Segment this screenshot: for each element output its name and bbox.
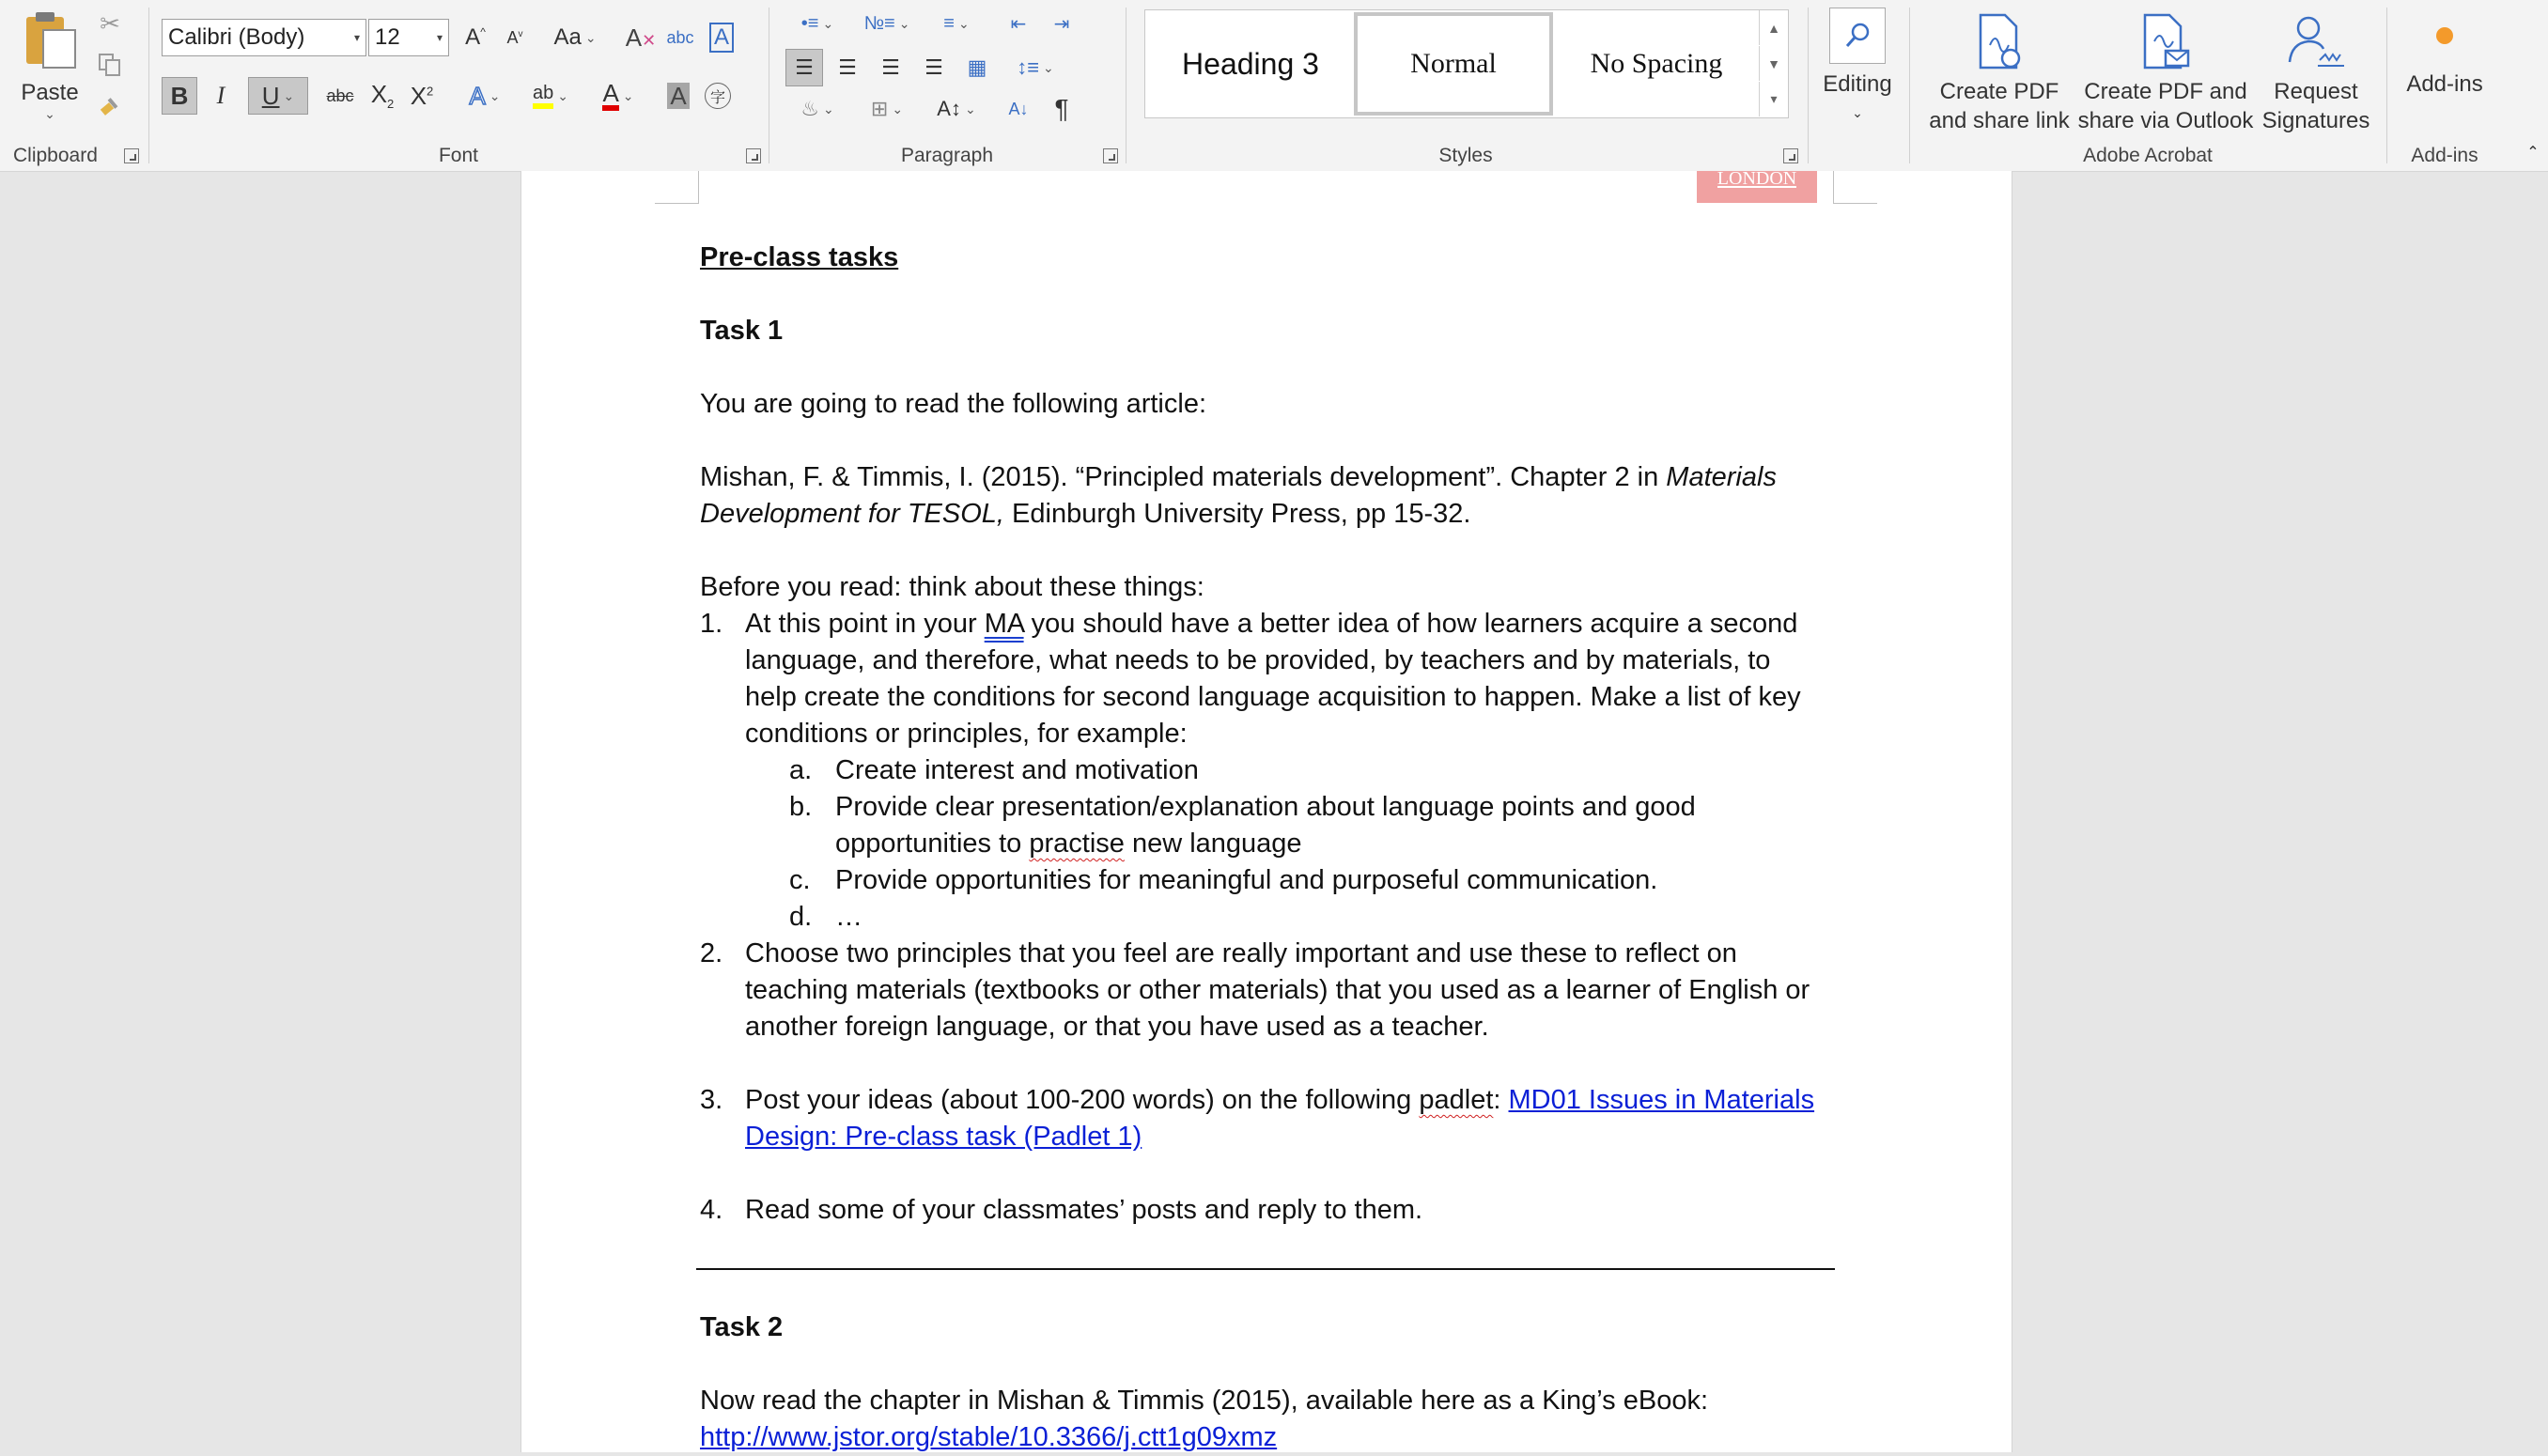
justify-icon: ☰	[924, 55, 943, 79]
shrink-font-icon: $A^v$	[506, 27, 523, 47]
chevron-down-icon: ⌄	[823, 101, 834, 116]
citation-book-title: Materials	[1666, 462, 1777, 492]
item1-number: 1.	[700, 609, 723, 639]
dropdown-arrow-icon: ▾	[353, 31, 360, 44]
multilevel-list-icon: ≡	[943, 12, 955, 34]
chevron-down-icon: ⌄	[1043, 59, 1054, 75]
copy-icon	[98, 53, 122, 77]
padlet-link[interactable]: MD01 Issues in Materials	[1508, 1085, 1815, 1115]
chevron-down-icon: ⌄	[1852, 105, 1863, 120]
font-color-button[interactable]	[590, 77, 646, 115]
strikethrough-icon: abc	[326, 85, 354, 105]
chevron-down-icon: ⌄	[957, 15, 970, 31]
align-right-button[interactable]	[872, 49, 909, 86]
bold-button[interactable]	[162, 77, 197, 115]
paste-label: Paste	[21, 80, 79, 105]
add-ins-button-label: Add-ins	[2406, 71, 2483, 97]
align-center-button[interactable]	[829, 49, 866, 86]
separator	[2386, 8, 2387, 163]
chevron-down-icon: ⌄	[622, 87, 634, 103]
citation-line2	[700, 496, 1470, 533]
sub-d-letter: d.	[789, 902, 813, 932]
bold-icon: B	[170, 81, 189, 110]
justify-button[interactable]	[915, 49, 953, 86]
italic-button[interactable]	[203, 77, 239, 115]
strikethrough-button[interactable]	[319, 77, 361, 115]
separator	[1909, 8, 1910, 163]
search-icon	[1823, 8, 1892, 64]
adobe-group-label: Adobe Acrobat	[2083, 145, 2213, 166]
text-effects-button[interactable]	[457, 77, 513, 115]
increase-indent-icon: ⇥	[1053, 13, 1070, 35]
crop-mark-left	[655, 171, 699, 204]
add-ins-group	[2390, 0, 2499, 171]
paint-bucket-icon: ♨	[800, 97, 819, 120]
task1-heading: Task 1	[700, 316, 784, 346]
create-outlook-line1: Create PDF and	[2084, 79, 2247, 104]
ma-abbrev[interactable]: MA	[984, 609, 1024, 639]
sub-a-text: Create interest and motivation	[835, 755, 1199, 785]
sub-b-line1: Provide clear presentation/explanation about language points and good	[835, 792, 1696, 822]
item3-number: 3.	[700, 1085, 723, 1115]
subscript-button[interactable]	[365, 77, 400, 115]
highlight-color-button[interactable]	[522, 77, 579, 115]
collapse-ribbon-button[interactable]	[2522, 141, 2544, 163]
chevron-down-icon: ⌄	[822, 15, 834, 31]
underline-icon: U	[261, 81, 280, 110]
header-logo	[1697, 171, 1817, 203]
clipboard-group-label: Clipboard	[13, 145, 98, 166]
font-size-value: 12	[375, 24, 400, 50]
header-logo-text: LONDON	[1717, 171, 1797, 189]
superscript-button[interactable]	[404, 77, 440, 115]
clear-formatting-icon: A✕	[625, 23, 657, 52]
spelling-flag-practise[interactable]: practise	[1029, 829, 1125, 859]
item4-number: 4.	[700, 1195, 723, 1225]
citation-text: Mishan, F. & Timmis, I. (2015). “Principled materials development”. Chapter 2 in	[700, 462, 1667, 492]
paste-button[interactable]	[9, 8, 90, 130]
item2-line1: Choose two principles that you feel are really important and use these to reflect on	[745, 938, 1737, 968]
more-icon: ▾	[1770, 91, 1778, 106]
create-outlook-line2: share via Outlook	[2077, 108, 2254, 133]
item1-text: At this point in your	[745, 609, 985, 639]
align-left-icon: ☰	[795, 55, 814, 79]
asian-layout-icon: A↕	[937, 97, 961, 120]
change-case-icon: Aa	[553, 24, 582, 50]
item1-text-cont: you should have a better idea of how learners acquire a second	[1023, 609, 1798, 639]
chevron-down-icon: ▼	[1767, 55, 1780, 71]
distributed-icon: ▦	[967, 55, 987, 79]
sub-c-letter: c.	[789, 865, 811, 895]
decrease-indent-icon: ⇤	[1010, 13, 1027, 35]
font-name-value: Calibri (Body)	[168, 24, 305, 50]
font-launcher-icon[interactable]	[746, 148, 761, 163]
borders-button[interactable]	[859, 90, 915, 128]
sub-b-text: opportunities to	[835, 829, 1030, 859]
item1-line2: language, and therefore, what needs to be provided, by teachers and by materials, to	[745, 645, 1771, 675]
item2-line2: teaching materials (textbooks or other materials) that you used as a learner of English or	[745, 975, 1810, 1005]
align-left-button[interactable]	[785, 49, 823, 86]
request-line1: Request	[2274, 79, 2358, 104]
font-color-icon: A	[602, 81, 618, 111]
chevron-up-icon: ▲	[1767, 20, 1780, 36]
paragraph-group-label: Paragraph	[900, 145, 994, 166]
shrink-font-button[interactable]	[498, 19, 532, 56]
item3-line2	[745, 1119, 1142, 1155]
clipboard-launcher-icon[interactable]	[124, 148, 139, 163]
adobe-acrobat-group	[1911, 0, 2385, 171]
item2-line3: another foreign language, or that you have used as a teacher.	[745, 1012, 1489, 1042]
align-right-icon: ☰	[881, 55, 900, 79]
sort-button[interactable]	[1000, 90, 1037, 128]
align-center-icon: ☰	[838, 55, 857, 79]
copy-button[interactable]	[94, 49, 126, 81]
show-formatting-marks-button[interactable]	[1043, 90, 1080, 128]
spelling-flag-padlet[interactable]: padlet	[1419, 1085, 1494, 1115]
asian-layout-button[interactable]	[926, 90, 987, 128]
before-read-line: Before you read: think about these things:	[700, 572, 1204, 602]
phonetic-guide-icon: abc	[666, 27, 694, 47]
crop-mark-right	[1833, 171, 1877, 204]
item4-text: Read some of your classmates’ posts and reply to them.	[745, 1195, 1423, 1225]
add-ins-group-label: Add-ins	[2411, 145, 2478, 166]
cut-button[interactable]	[94, 8, 126, 39]
item3-line1	[745, 1082, 1814, 1119]
styles-group-label: Styles	[1438, 145, 1493, 166]
italic-icon: I	[216, 82, 225, 109]
multilevel-list-button[interactable]	[928, 6, 985, 41]
chevron-down-icon: ⌄	[44, 106, 55, 121]
sub-d-text: …	[835, 902, 862, 932]
bullets-button[interactable]	[789, 6, 846, 41]
text-effects-icon: A	[469, 81, 486, 110]
paragraph-group	[770, 0, 1124, 171]
font-size-dropdown[interactable]	[368, 19, 449, 56]
chevron-up-icon: ⌃	[2526, 145, 2540, 161]
line-spacing-icon: ↕≡	[1017, 55, 1040, 79]
padlet-link-cont[interactable]: Design: Pre-class task (Padlet 1)	[745, 1122, 1142, 1152]
underline-button[interactable]	[248, 77, 308, 115]
enclose-characters-button[interactable]	[701, 77, 735, 115]
line-spacing-button[interactable]	[1005, 49, 1065, 86]
increase-indent-button[interactable]	[1043, 6, 1080, 41]
grow-font-button[interactable]	[458, 19, 492, 56]
pilcrow-icon: ¶	[1054, 94, 1069, 123]
sub-b-letter: b.	[789, 792, 813, 822]
font-group-label: Font	[438, 145, 479, 166]
sub-c-text: Provide opportunities for meaningful and purposeful communication.	[835, 865, 1658, 895]
create-pdf-line2: and share link	[1929, 108, 2070, 133]
create-pdf-line1: Create PDF	[1939, 79, 2059, 104]
chevron-down-icon: ⌄	[557, 87, 568, 103]
distributed-button[interactable]	[958, 49, 996, 86]
highlighter-icon: ab	[533, 83, 553, 109]
item1-line4: conditions or principles, for example:	[745, 719, 1188, 749]
task2-link-line	[700, 1419, 1277, 1456]
citation-book-title-cont: Development for TESOL,	[700, 499, 1004, 529]
chevron-down-icon: ⌄	[489, 87, 501, 103]
separator	[1808, 8, 1809, 163]
editing-button[interactable]	[1823, 8, 1892, 128]
paragraph-launcher-icon[interactable]	[1103, 148, 1118, 163]
dropdown-arrow-icon: ▾	[436, 31, 443, 44]
numbering-icon: №≡	[863, 12, 895, 34]
style-no-spacing-label: No Spacing	[1590, 48, 1723, 79]
pre-class-title: Pre-class tasks	[700, 242, 899, 272]
enclose-characters-icon: 字	[705, 83, 731, 109]
character-shading-icon: A	[667, 83, 689, 109]
decrease-indent-button[interactable]	[1000, 6, 1037, 41]
chevron-down-icon: ⌄	[898, 15, 910, 31]
numbering-button[interactable]	[859, 6, 915, 41]
font-name-dropdown[interactable]	[162, 19, 366, 56]
horizontal-rule	[696, 1268, 1835, 1270]
character-border-button[interactable]	[705, 19, 738, 56]
borders-icon: ⊞	[870, 97, 889, 120]
styles-launcher-icon[interactable]	[1783, 148, 1798, 163]
grow-font-icon: A^	[465, 24, 486, 50]
jstor-link[interactable]: http://www.jstor.org/stable/10.3366/j.ctt1g09xmz	[700, 1422, 1278, 1452]
task2-heading: Task 2	[700, 1312, 784, 1342]
item2-number: 2.	[700, 938, 723, 968]
scissors-icon: ✂	[100, 8, 120, 38]
sub-b-line2	[835, 826, 1302, 862]
sub-a-letter: a.	[789, 755, 813, 785]
separator	[148, 8, 149, 163]
intro-paragraph: You are going to read the following article:	[700, 389, 1207, 419]
clear-formatting-button[interactable]	[624, 19, 658, 56]
shading-button[interactable]	[789, 90, 846, 128]
request-line2: Signatures	[2261, 108, 2370, 133]
character-shading-button[interactable]	[661, 77, 695, 115]
sort-icon: A↓	[1008, 99, 1029, 118]
style-heading-3-label: Heading 3	[1182, 46, 1319, 81]
item3-text: Post your ideas (about 100-200 words) on the following	[745, 1085, 1420, 1115]
sub-b-text-cont: new language	[1124, 829, 1302, 859]
item1-line3: help create the conditions for second language acquisition to happen. Make a list of key	[745, 682, 1801, 712]
superscript-icon: $X^2$	[410, 81, 434, 110]
clipboard-group	[0, 0, 147, 171]
change-case-button[interactable]	[545, 19, 605, 56]
phonetic-guide-button[interactable]	[663, 19, 697, 56]
item1-line1	[745, 606, 1797, 643]
paste-icon	[21, 9, 79, 70]
item3-colon: :	[1493, 1085, 1509, 1115]
style-normal-label: Normal	[1410, 48, 1497, 79]
citation-publisher: Edinburgh University Press, pp 15-32.	[1003, 499, 1471, 529]
styles-group	[1127, 0, 1804, 171]
subscript-icon: $X_2$	[370, 80, 395, 112]
chevron-down-icon: ⌄	[964, 101, 976, 116]
bullets-icon: •≡	[800, 12, 819, 34]
chevron-down-icon: ⌄	[584, 29, 597, 45]
citation-line1	[700, 459, 1777, 496]
task2-intro: Now read the chapter in Mishan & Timmis (2015), available here as a King’s eBook:	[700, 1386, 1709, 1416]
format-painter-icon	[98, 94, 122, 118]
format-painter-button[interactable]	[94, 90, 126, 122]
font-group	[150, 0, 767, 171]
chevron-down-icon: ⌄	[892, 101, 904, 116]
editing-label: Editing	[1823, 71, 1892, 97]
chevron-down-icon: ⌄	[283, 87, 295, 103]
character-border-icon: A	[709, 23, 734, 53]
ribbon	[0, 0, 2548, 172]
